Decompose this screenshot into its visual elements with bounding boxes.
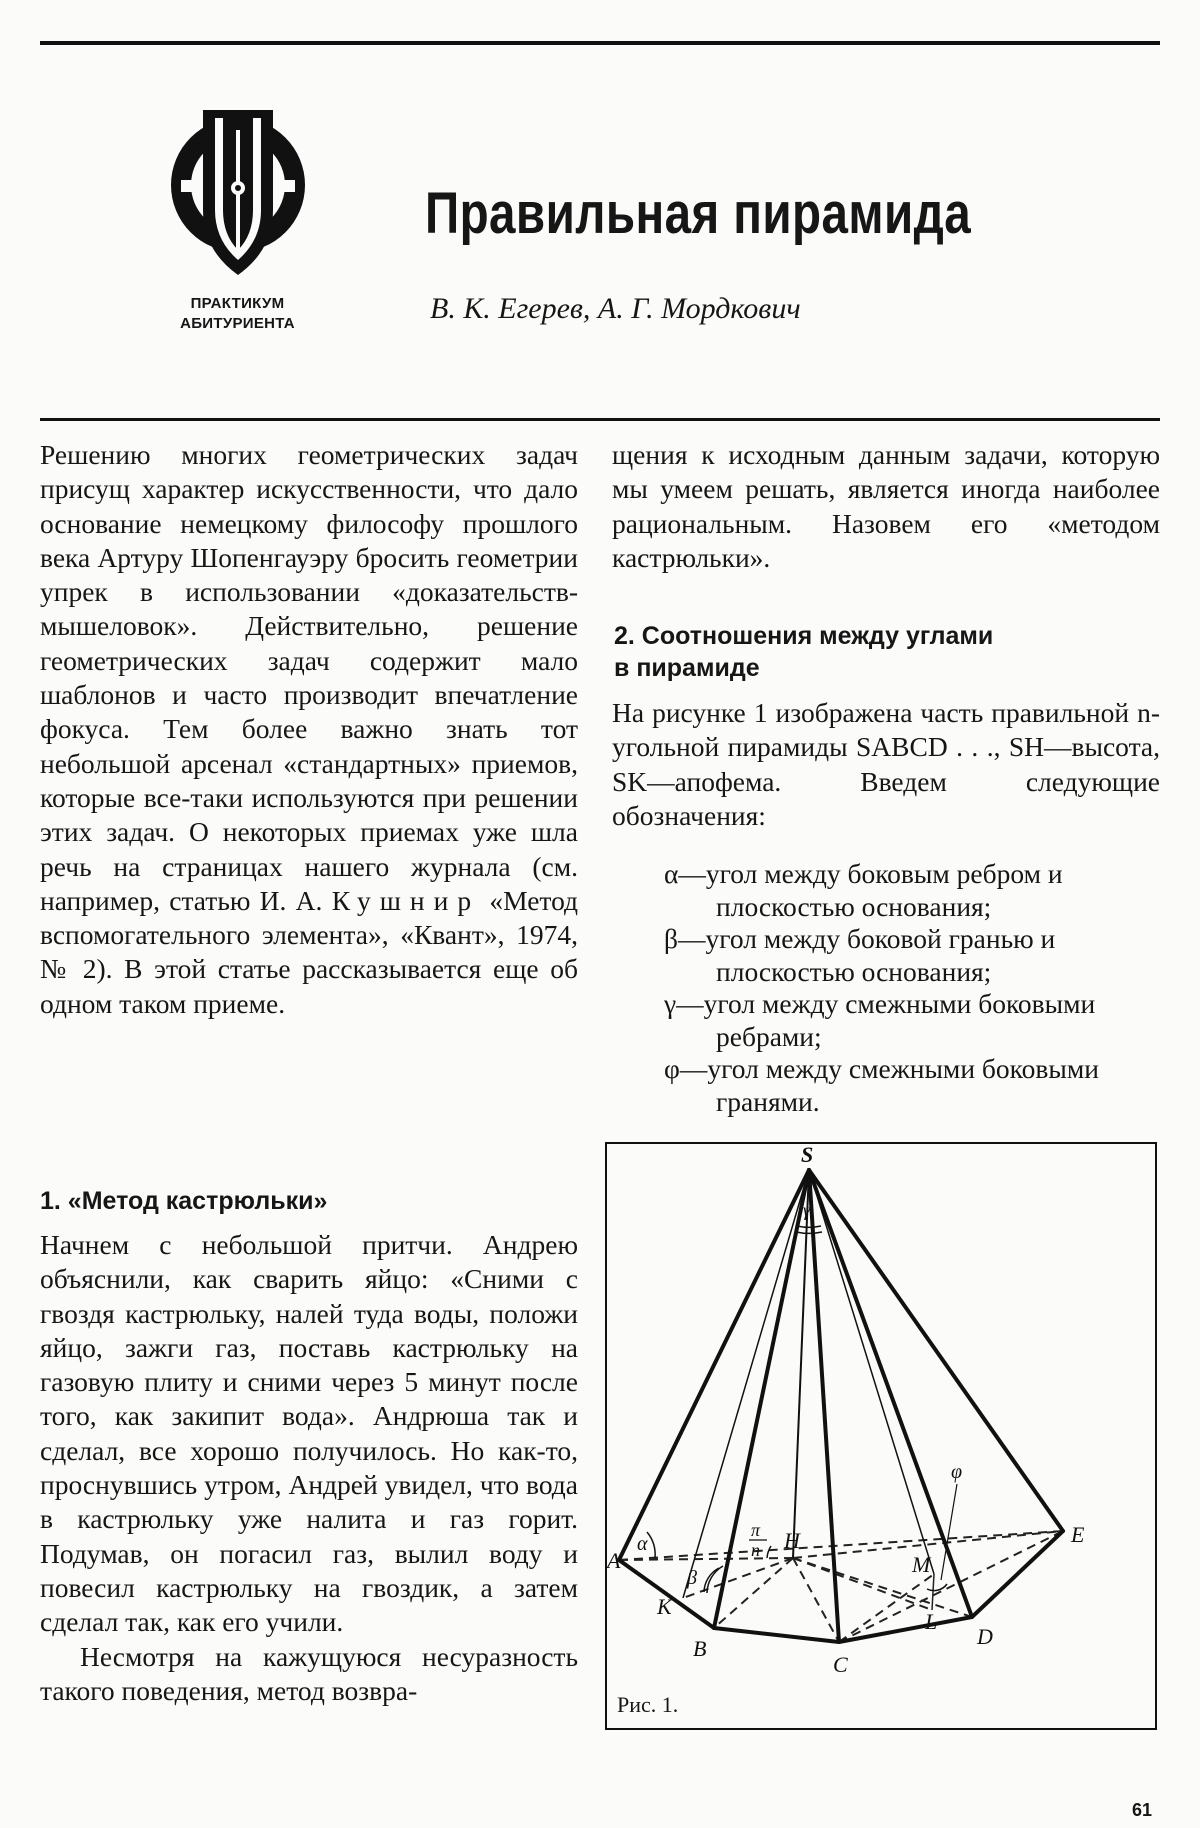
label-D: D [977,1624,993,1649]
article-authors: В. К. Егерев, А. Г. Мордкович [430,292,801,325]
dashed-line-HK [683,1558,793,1598]
label-n: n [751,1540,760,1560]
angle-phi-arc [927,1584,947,1591]
label-S: S [801,1144,814,1167]
dashed-line-HA [619,1558,793,1560]
section-1-body [40,1228,578,1708]
section-2-heading-line-2: в пирамиде [614,654,760,682]
figure-caption: Рис. 1. [617,1692,679,1717]
pyramid-diagram [607,1144,1159,1732]
dashed-line-CE [839,1531,1063,1642]
dashed-line-AE [619,1531,1063,1560]
label-alpha: α [637,1533,648,1555]
line-SM [809,1170,934,1574]
angle-gamma-arc-2 [796,1232,822,1233]
header-rule [40,418,1160,421]
intro-text: Решению многих геометрических задач присущ характер искусственности, что дало основание немецкому философу прошлого века Артуру Шопенгауэру бросить геометрии упрек в использовании «доказательств-мышеловок». Действительно, решение геометрических задач содержит мало шаблонов и часто производит впечатление фокуса. Тем более важно знать тот небольшой арсенал «стандартных» приемов, которые все-таки используются при решении этих задач. О некоторых приемах уже шла речь на страницах нашего журнала (см. например, статью И. А. [40,439,578,916]
intro-cited-author: Кушнир [331,884,481,916]
definition-phi: φ—угол между смежными боковыми гранями. [664,1053,1099,1117]
section-2-heading [614,620,1154,684]
section-2-heading-line-1: 2. Соотношения между углами [614,622,994,650]
section-2-body [612,696,1160,833]
dashed-line-HC [793,1558,839,1642]
edge-SA [619,1170,809,1560]
label-pi: π [751,1520,761,1540]
dashed-line-HD [793,1558,972,1617]
definition-beta: β—угол между боковой гранью и плоскостью основания; [664,923,1056,987]
practicum-logo [150,100,325,334]
definition-alpha: α—угол между боковым ребром и плоскостью основания; [664,858,1063,922]
logo-line-2: АБИТУРИЕНТА [180,315,295,332]
page-number: 61 [1132,1800,1153,1820]
label-B: B [693,1636,707,1661]
label-gamma: γ [803,1200,811,1220]
label-K: K [657,1594,672,1619]
label-H: H [784,1528,800,1553]
article-title: Правильная пирамида [425,181,972,246]
edge-SE [809,1170,1063,1531]
angle-gamma-arc [797,1226,821,1227]
angle-pi-n-arc [767,1546,771,1558]
section-1-paragraph-2: Несмотря на кажущуюся несуразность такого поведения, метод возвра- [40,1640,578,1706]
base-edges [619,1531,1063,1642]
top-rule [40,41,1160,45]
section-1-paragraph-1: Начнем с небольшой притчи. Андрею объяснили, как сварить яйцо: «Сними с гвоздя кастрюльку, налей туда воды, положи яйцо, зажги газ, поставь кастрюльку на газовую плиту и сними через 5 минут после того, как закипит вода». Андрюша так и сделал, все хорошо получилось. Но как-то, проснувшись утром, Андрей увидел, что вода в кастрюльку уже налита и газ горит. Подумав, он погасил газ, вылил воду и повесил кастрюльку на гвоздик, а затем сделал так, как его учили. [40,1229,578,1638]
label-E: E [1071,1522,1085,1547]
label-A: A [607,1548,621,1573]
label-L: L [925,1609,938,1634]
definition-gamma: γ—угол между смежными боковыми ребрами; [664,988,1096,1052]
label-M: M [912,1552,931,1577]
figure-1-pyramid [605,1142,1157,1730]
intro-column-2 [612,438,1160,575]
section-2-paragraph: На рисунке 1 изображена часть правильной n-угольной пирамиды SABCD . . ., SH—высота, SK—апофема. Введем следующие обозначения: [612,697,1160,831]
logo-line-1: ПРАКТИКУМ [190,295,285,312]
pen-nib-logo-icon [163,100,313,290]
intro-column-1 [40,438,578,1021]
label-phi: φ [951,1461,963,1483]
label-beta: β [687,1567,697,1589]
intro-text-tail: «Метод вспомогательного элемента», «Квант», 1974, № 2). В этой статье рассказывается еще об одном таком приеме. [40,884,579,1019]
angle-definitions [612,858,1160,1118]
section-1-heading: 1. «Метод кастрюльки» [40,1187,328,1215]
angle-alpha-arc [647,1532,655,1558]
intro-continuation: щения к исходным данным задачи, которую мы умеем решать, является иногда наиболее рациональным. Назовем его «методом кастрюльки». [612,439,1160,573]
label-C: C [833,1652,848,1677]
line-LM [932,1574,934,1610]
